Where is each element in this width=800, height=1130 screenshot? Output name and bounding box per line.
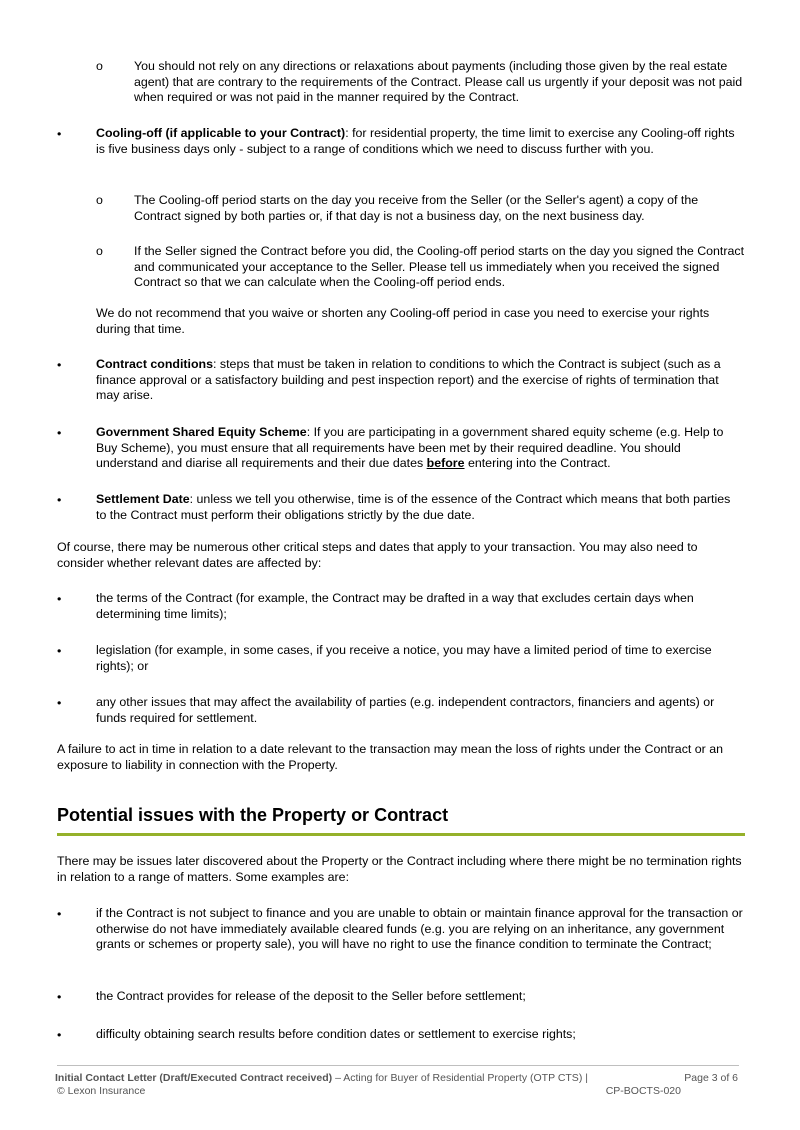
cooling-off-text: : for residential property, the time limit to exercise any Cooling-off rights is five business days only - subject to a range of conditions which we need to discuss further with you. (96, 126, 735, 156)
bullet-marker: • (57, 493, 62, 507)
issue-item-3: difficulty obtaining search results before condition dates or settlement to exercise rights; (96, 1027, 576, 1041)
contract-conditions-title: Contract conditions (96, 357, 214, 371)
cooling-off-paragraph (96, 126, 744, 157)
cooling-off-note: We do not recommend that you waive or shorten any Cooling-off period in case you need to exercise your rights during that time. (96, 306, 710, 336)
settlement-date-title: Settlement Date (96, 492, 190, 506)
settlement-date-paragraph (96, 492, 744, 523)
dates-item-3: any other issues that may affect the availability of parties (e.g. independent contractors, financiers and agents) or funds required for settlement. (96, 695, 715, 725)
bullet-marker: • (57, 358, 62, 372)
deposit-sub-paragraph: You should not rely on any directions or relaxations about payments (including those given by the real estate agent) that are contrary to the requirements of the Contract. Please call us urgently if your deposit was not paid when required or was not paid in the manner required by the Contract. (134, 59, 743, 105)
cooling-off-title: Cooling-off (if applicable to your Contract) (96, 126, 346, 140)
contract-conditions-text: : steps that must be taken in relation to conditions to which the Contract is subject (such as a finance approval or a satisfactory building and pest inspection report) and the exercise of rights of termination that may arise. (96, 357, 721, 403)
sub-bullet-marker: o (96, 244, 103, 258)
bullet-marker: • (57, 907, 62, 921)
heading-rule (57, 833, 745, 836)
cooling-off-sub-2: If the Seller signed the Contract before you did, the Cooling-off period starts on the day you signed the Contract and communicated your acceptance to the Seller. Please tell us immediately when you received the signed Contract so that we can calculate when the Cooling-off period ends. (134, 244, 745, 290)
issues-intro-paragraph: There may be issues later discovered about the Property or the Contract including where there might be no termination rights in relation to a range of matters. Some examples are: (57, 854, 742, 884)
sub-bullet-marker: o (96, 193, 103, 207)
footer-rule (57, 1065, 739, 1066)
failure-paragraph: A failure to act in time in relation to a date relevant to the transaction may mean the loss of rights under the Contract or an exposure to liability in connection with the Property. (57, 742, 724, 772)
settlement-date-text: : unless we tell you otherwise, time is of the essence of the Contract which means that both parties to the Contract must perform their obligations strictly by the due date. (96, 492, 731, 522)
dates-item-2: legislation (for example, in some cases, if you receive a notice, you may have a limited period of time to exercise rights); or (96, 643, 712, 673)
footer-document-title (55, 1072, 588, 1085)
equity-scheme-text-b: entering into the Contract. (464, 456, 611, 471)
equity-scheme-paragraph (96, 425, 744, 472)
footer-document-code: CP-BOCTS-020 (605, 1085, 681, 1097)
equity-scheme-text-a: : If you are participating in a government shared equity scheme (e.g. Help to Buy Scheme), you must ensure that all requirements have been met by their required deadline. You should understand and diarise all requirements and their due dates (96, 425, 724, 471)
bullet-marker: • (57, 426, 62, 440)
other-steps-paragraph: Of course, there may be numerous other critical steps and dates that apply to your transaction. You may also need to consider whether relevant dates are affected by: (57, 540, 698, 570)
section-heading: Potential issues with the Property or Contract (57, 805, 449, 825)
footer-doc-subtitle: – Acting for Buyer of Residential Property (OTP CTS) | (332, 1072, 588, 1084)
equity-scheme-title: Government Shared Equity Scheme (96, 425, 307, 439)
issue-item-2: the Contract provides for release of the deposit to the Seller before settlement; (96, 989, 526, 1003)
footer-doc-title-bold: Initial Contact Letter (Draft/Executed Contract received) (55, 1072, 333, 1084)
bullet-marker: • (57, 990, 62, 1004)
issue-item-1: if the Contract is not subject to finance and you are unable to obtain or maintain finance approval for the transaction or otherwise do not have immediately available cleared funds (e.g. you are relying on an inheritance, any government grants or schemes or property sale), you will have no right to use the finance condition to terminate the Contract; (96, 906, 743, 952)
bullet-marker: • (57, 592, 62, 606)
sub-bullet-marker: o (96, 59, 103, 73)
bullet-marker: • (57, 696, 62, 710)
equity-before-emphasis: before (426, 456, 465, 471)
contract-conditions-paragraph (96, 357, 744, 404)
bullet-marker: • (57, 127, 62, 141)
dates-item-1: the terms of the Contract (for example, the Contract may be drafted in a way that excludes certain days when determining time limits); (96, 591, 694, 621)
footer-page-number: Page 3 of 6 (684, 1072, 738, 1084)
bullet-marker: • (57, 644, 62, 658)
footer-copyright: © Lexon Insurance (57, 1085, 146, 1097)
bullet-marker: • (57, 1028, 62, 1042)
cooling-off-sub-1: The Cooling-off period starts on the day you receive from the Seller (or the Seller's agent) a copy of the Contract signed by both parties or, if that day is not a business day, on the next business day. (134, 193, 699, 223)
